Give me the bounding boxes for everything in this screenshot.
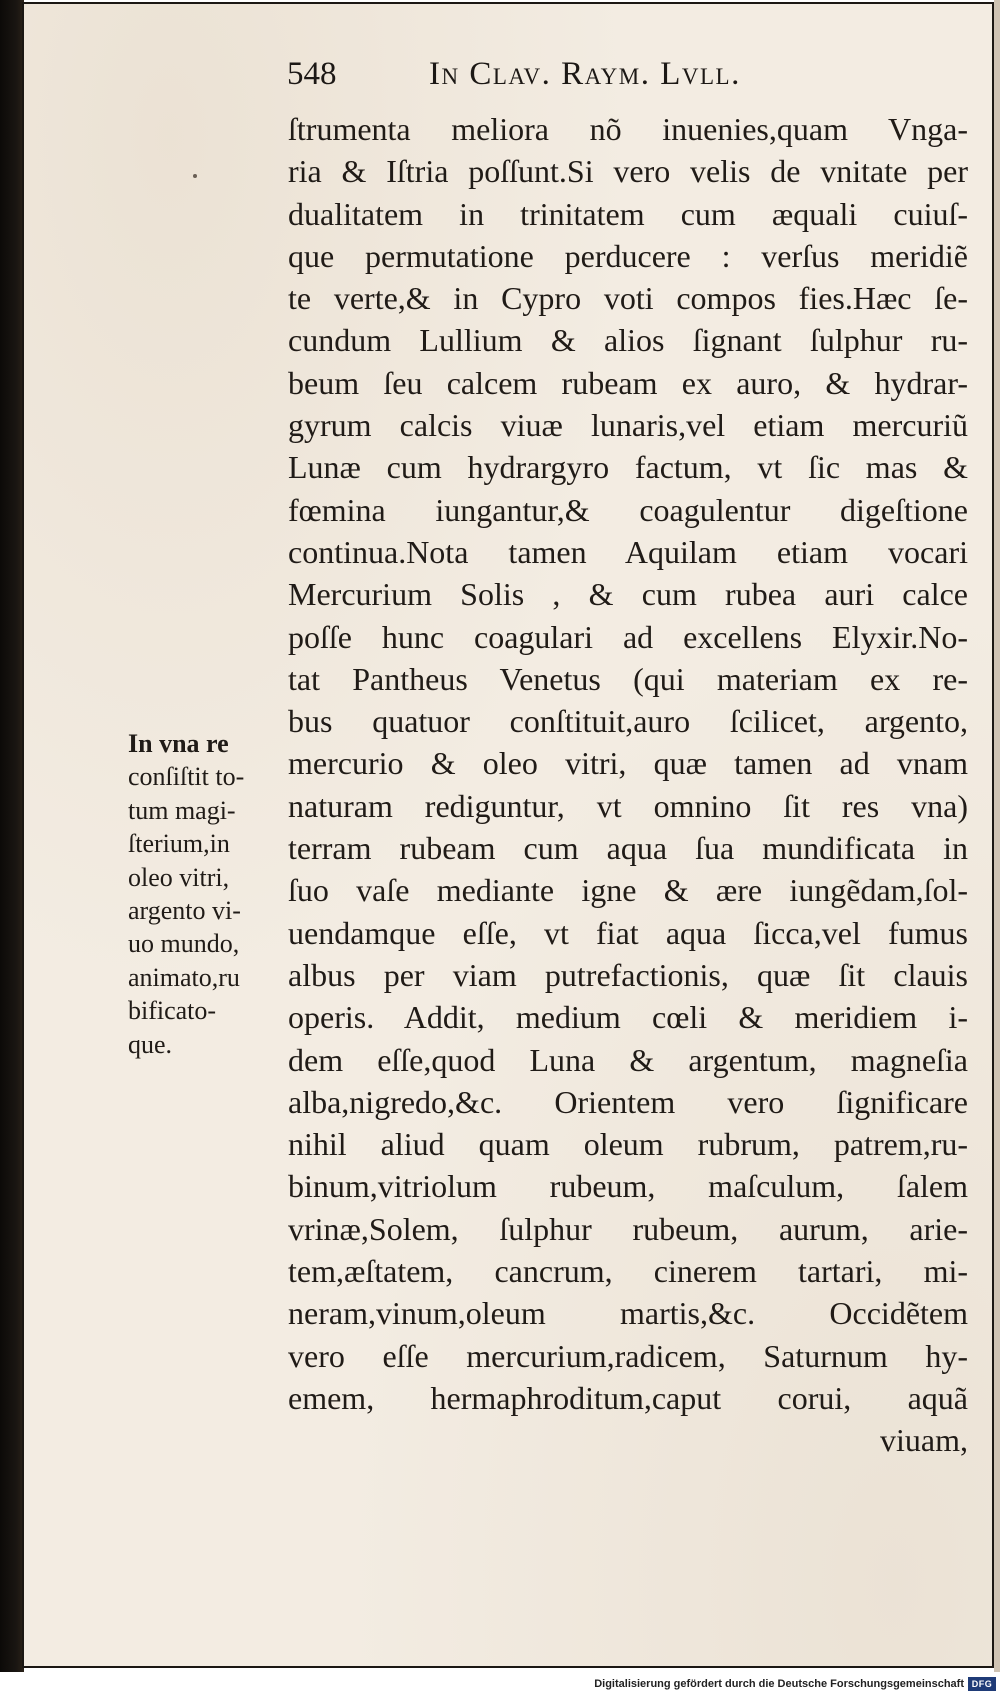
text-line: vrinæ,Solem, ſulphur rubeum, aurum, arie- (288, 1210, 968, 1247)
text-line: beum ſeu calcem rubeam ex auro, & hydrar- (288, 364, 968, 401)
page-edge (994, 0, 1000, 1672)
text-line: dem eſſe,quod Luna & argentum, magneſia (288, 1041, 968, 1078)
text-line: bus quatuor conſtituit,auro ſcilicet, argento, (288, 703, 968, 740)
running-title: In Clav. Raym. Lvll. (429, 56, 741, 92)
text-line: que permutatione perducere : verſus meridiẽ (288, 237, 968, 274)
text-line: dualitatem in trinitatem cum æquali cuiuſ- (288, 195, 968, 232)
text-line: nihil aliud quam oleum rubrum, patrem,ru- (288, 1126, 968, 1163)
digitization-credit: Digitalisierung gefördert durch die Deutsche Forschungsgemeinschaft (594, 1678, 964, 1690)
text-line: cundum Lullium & alios ſignant ſulphur ru- (288, 322, 968, 359)
text-line: tat Pantheus Venetus (qui materiam ex re- (288, 660, 968, 697)
text-line: emem, hermaphroditum,caput corui, aquã (288, 1379, 968, 1416)
margin-note (128, 727, 278, 1061)
ink-speck (193, 174, 197, 178)
margin-note-line: tum magi- (128, 795, 236, 825)
text-line: continua.Nota tamen Aquilam etiam vocari (288, 533, 968, 570)
margin-note-line: ſterium,in (128, 829, 230, 859)
margin-note-line: argento vi- (128, 895, 241, 925)
text-line: fœmina iungantur,& coagulentur digeſtione (288, 491, 968, 528)
text-line: alba,nigredo,&c. Orientem vero ſignificare (288, 1083, 968, 1120)
page-header (287, 52, 967, 96)
text-line: viuam, (880, 1422, 968, 1459)
margin-note-line: que. (128, 1029, 173, 1059)
text-line: operis. Addit, medium cœli & meridiem i- (288, 999, 968, 1036)
text-line: uendamque eſſe, vt fiat aqua ſicca,vel fumus (288, 914, 968, 951)
text-line: binum,vitriolum rubeum, maſculum, ſalem (288, 1168, 968, 1205)
margin-note-line: bificato- (128, 996, 217, 1026)
main-text-block (288, 108, 968, 1462)
text-line: mercurio & oleo vitri, quæ tamen ad vnam (288, 745, 968, 782)
margin-note-line: animato,ru (128, 962, 240, 992)
margin-note-line: In vna re (128, 729, 229, 758)
text-line: ria & Iſtria poſſunt.Si vero velis de vnitate per (288, 153, 968, 190)
page-number: 548 (287, 56, 337, 92)
book-binding (0, 0, 24, 1672)
text-line: albus per viam putrefactionis, quæ ſit clauis (288, 956, 968, 993)
dfg-logo: DFG (968, 1677, 996, 1691)
text-line: Lunæ cum hydrargyro factum, vt ſic mas & (288, 449, 968, 486)
text-line: terram rubeam cum aqua ſua mundificata in (288, 830, 968, 867)
margin-note-line: oleo vitri, (128, 862, 230, 892)
margin-note-line: uo mundo, (128, 929, 240, 959)
text-line: vero eſſe mercurium,radicem, Saturnum hy- (288, 1337, 968, 1374)
text-line: tem,æſtatem, cancrum, cinerem tartari, mi- (288, 1253, 968, 1290)
text-line: te verte,& in Cypro voti compos fies.Hæc ſe- (288, 280, 968, 317)
margin-note-line: conſiſtit to- (128, 762, 245, 792)
text-line: Mercurium Solis , & cum rubea auri calce (288, 576, 968, 613)
text-line: gyrum calcis viuæ lunaris,vel etiam mercuriũ (288, 407, 968, 444)
text-line: ſtrumenta meliora nõ inuenies,quam Vnga- (288, 111, 968, 147)
text-line: ſuo vaſe mediante igne & ære iungẽdam,ſol- (288, 872, 968, 909)
text-line: poſſe hunc coagulari ad excellens Elyxir.No- (288, 618, 968, 655)
text-line: naturam rediguntur, vt omnino ſit res vna) (288, 787, 968, 824)
text-line: neram,vinum,oleum martis,&c. Occidẽtem (288, 1295, 968, 1332)
